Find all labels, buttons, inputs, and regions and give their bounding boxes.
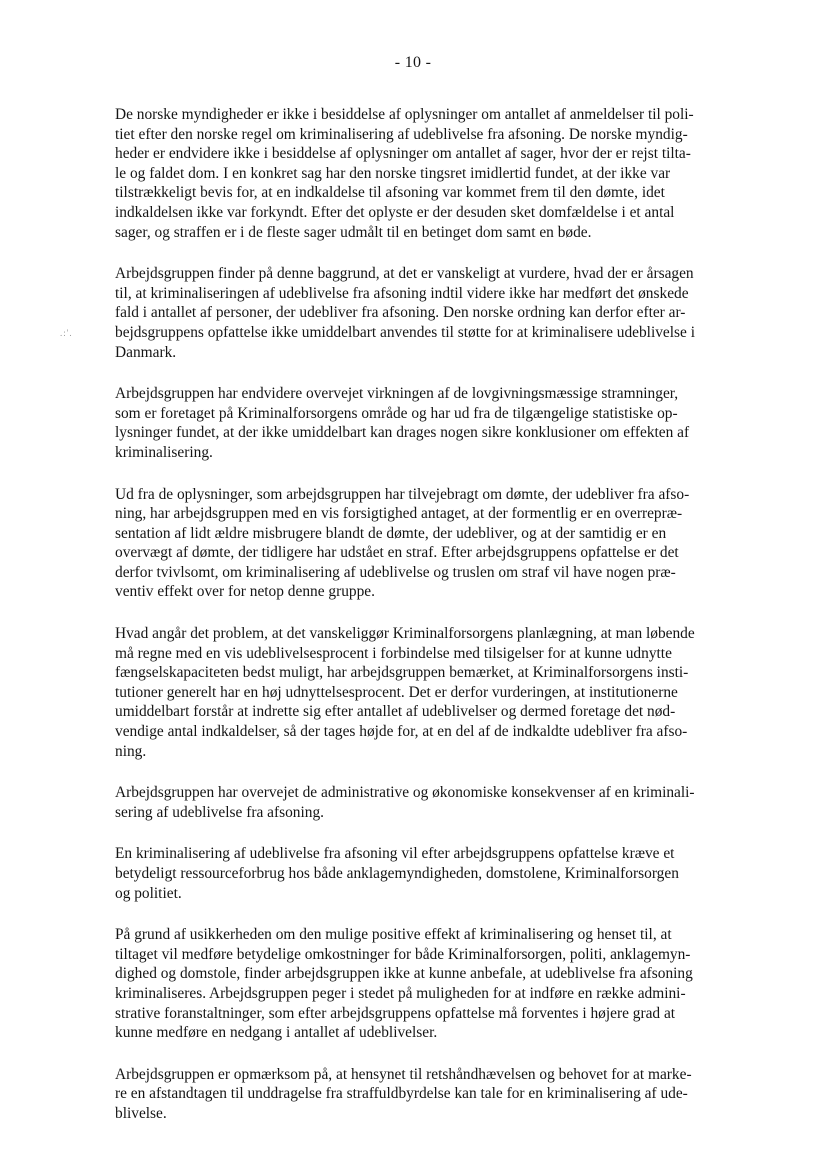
text-line: sering af udeblivelse fra afsoning. (115, 803, 324, 821)
text-line: bejdsgruppens opfattelse ikke umiddelbart anvendes til støtte for at kriminalisere udeblivelse i (115, 323, 695, 341)
text-line: betydeligt ressourceforbrug hos både anklagemyndigheden, domstolene, Kriminalforsorgen (115, 865, 679, 882)
text-line: tutioner generelt har en høj udnyttelsesprocent. Det er derfor vurderingen, at institutionerne (115, 683, 678, 701)
text-line: Arbejdsgruppen finder på denne baggrund, at det er vanskeligt at vurdere, hvad der er årsagen (115, 265, 694, 283)
paragraph (115, 384, 753, 462)
text-line: Arbejdsgruppen har overvejet de administrative og økonomiske konsekvenser af en kriminali- (115, 784, 695, 802)
paragraph (115, 624, 753, 761)
body-text (115, 105, 753, 1146)
text-line: ning. (115, 742, 147, 760)
text-line: strative foranstaltninger, som efter arbejdsgruppens opfattelse må forventes i højere grad at (115, 1004, 676, 1022)
text-line: sager, og straffen er i de fleste sager udmålt til en betinget dom samt en bøde. (115, 223, 592, 241)
text-line: derfor tvivlsomt, om kriminalisering af udeblivelse og truslen om straf vil have nogen præ- (115, 563, 676, 581)
paragraph (115, 485, 753, 603)
text-line: tiet efter den norske regel om kriminalisering af udeblivelse fra afsoning. De norske myndig- (115, 125, 688, 143)
text-line: vendige antal indkaldelser, så der tages højde for, at en del af de indkaldte udebliver fra afso- (115, 723, 688, 741)
text-line: Arbejdsgruppen er opmærksom på, at hensynet til retshåndhævelsen og behovet for at marke- (115, 1065, 692, 1083)
text-line: Ud fra de oplysninger, som arbejdsgruppen har tilvejebragt om dømte, der udebliver fra afso- (115, 485, 690, 503)
text-line: ventiv effekt over for netop denne gruppe. (115, 583, 375, 601)
paragraph (115, 105, 753, 242)
text-line: og politiet. (115, 884, 182, 902)
text-line: Danmark. (115, 343, 177, 361)
text-line: På grund af usikkerheden om den mulige positive effekt af kriminalisering og henset til, at (115, 926, 672, 944)
text-line: som er foretaget på Kriminalforsorgens område og har ud fra de tilgængelige statistiske op- (115, 404, 678, 422)
text-line: kunne medføre en nedgang i antallet af udeblivelser. (115, 1024, 438, 1042)
text-line: tiltaget vil medføre betydelige omkostninger for både Kriminalforsorgen, politi, anklagemyn- (115, 945, 691, 963)
text-line: re en afstandtagen til unddragelse fra straffuldbyrdelse kan tale for en kriminalisering af ude- (115, 1085, 688, 1103)
text-line: umiddelbart forstår at indrette sig efter antallet af udeblivelser og dermed foretage det nød- (115, 703, 676, 721)
text-line: overvægt af dømte, der tidligere har udstået en straf. Efter arbejdsgruppens opfattelse er det (115, 544, 679, 562)
text-line: En kriminalisering af udeblivelse fra afsoning vil efter arbejdsgruppens opfattelse kræve et (115, 845, 675, 863)
text-line: indkaldelsen ikke var forkyndt. Efter det oplyste er der desuden sket domfældelse i et antal (115, 203, 675, 221)
text-line: De norske myndigheder er ikke i besiddelse af oplysninger om antallet af anmeldelser til poli- (115, 106, 694, 123)
text-line: lysninger fundet, at der ikke umiddelbart kan drages nogen sikre konklusioner om effekten af (115, 424, 690, 442)
scan-artifact: .:'. (60, 328, 73, 338)
text-line: kriminalisering. (115, 443, 213, 461)
text-line: le og faldet dom. I en konkret sag har den norske tingsret imidlertid fundet, at der ikke var (115, 164, 671, 182)
text-line: dighed og domstole, finder arbejdsgruppen ikke at kunne anbefale, at udeblivelse fra afsoning (115, 965, 693, 983)
paragraph (115, 264, 753, 362)
text-line: fald i antallet af personer, der udebliver fra afsoning. Den norske ordning kan derfor efter ar- (115, 304, 686, 322)
text-line: tilstrækkeligt bevis for, at en indkaldelse til afsoning var kommet frem til den dømte, idet (115, 184, 665, 202)
text-line: fængselskapaciteten bedst muligt, har arbejdsgruppen bemærket, at Kriminalforsorgens insti- (115, 664, 689, 682)
text-line: blivelse. (115, 1104, 167, 1122)
text-line: Arbejdsgruppen har endvidere overvejet virkningen af de lovgivningsmæssige stramninger, (115, 385, 679, 403)
paragraph (115, 783, 753, 822)
text-line: må regne med en vis udeblivelsesprocent i forbindelse med tilsigelser for at kunne udnytte (115, 644, 672, 662)
text-line: sentation af lidt ældre misbrugere blandt de dømte, der udebliver, og at der samtidig er en (115, 524, 667, 542)
text-line: Hvad angår det problem, at det vanskeliggør Kriminalforsorgens planlægning, at man løbende (115, 625, 695, 643)
paragraph (115, 844, 753, 903)
text-line: heder er endvidere ikke i besiddelse af oplysninger om antallet af sager, hvor der er rejst tilta- (115, 145, 691, 163)
page-number: - 10 - (394, 54, 432, 71)
text-line: til, at kriminaliseringen af udeblivelse fra afsoning indtil videre ikke har medført det ønskede (115, 284, 689, 302)
text-line: ning, har arbejdsgruppen med en vis forsigtighed antaget, at der formentlig er en overrepræ- (115, 505, 683, 523)
text-line: kriminaliseres. Arbejdsgruppen peger i stedet på muligheden for at indføre en række admini- (115, 984, 686, 1002)
paragraph (115, 1065, 753, 1124)
paragraph (115, 925, 753, 1043)
